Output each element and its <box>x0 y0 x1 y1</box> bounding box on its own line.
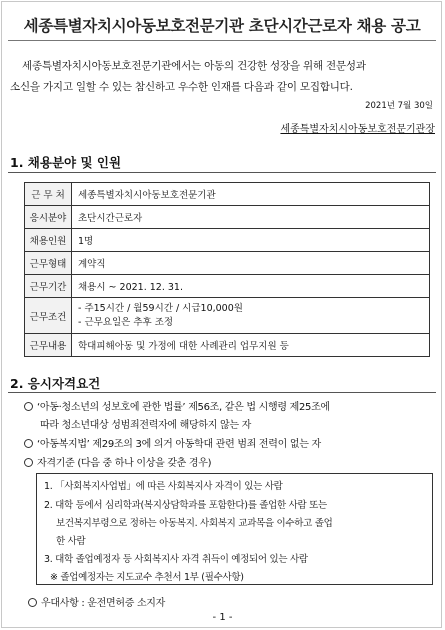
qualification-item-2: ‘아동복지법’ 제29조의 3에 의거 아동학대 관련 범죄 전력이 없는 자 <box>24 435 321 450</box>
table-row <box>25 252 430 275</box>
organization-signature: 세종특별자치시아동보호전문기관장 <box>280 124 435 135</box>
criteria-2-line-2: 보건복지부령으로 정하는 아동복지. 사회복지 교과목을 이수하고 졸업 <box>56 518 333 529</box>
circle-bullet-icon <box>24 402 33 411</box>
criteria-2-line-1: 2. 대학 등에서 심리학과(복지상담학과를 포함한다)를 졸업한 사람 또는 <box>44 500 327 511</box>
row-label: 근무형태 <box>25 252 72 275</box>
announcement-date: 2021년 7월 30일 <box>365 101 433 111</box>
qualification-item-3: 자격기준 (다음 중 하나 이상을 갖춘 경우) <box>24 454 211 469</box>
qualification-item-1: ‘아동·청소년의 성보호에 관한 법률’ 제56조, 같은 법 시행령 제25조에 <box>24 398 330 413</box>
row-label: 근무내용 <box>25 334 72 357</box>
row-label: 응시분야 <box>25 206 72 229</box>
table-row <box>25 298 430 334</box>
table-row <box>25 275 430 298</box>
table-row <box>25 206 430 229</box>
work-condition-line-1: - 주15시간 / 월59시간 / 시급10,000원 <box>78 302 243 314</box>
row-value: 초단시간근로자 <box>72 206 430 229</box>
intro-line-2: 소신을 가지고 일할 수 있는 참신하고 우수한 인재를 다음과 같이 모집합니다. <box>10 81 353 93</box>
section-2-divider <box>8 392 436 393</box>
criteria-1: 1. 「사회복지사업법」에 따른 사회복지사 자격이 있는 사람 <box>44 481 283 492</box>
page-number: - 1 - <box>212 612 233 623</box>
table-row <box>25 334 430 357</box>
row-value: 채용시 ~ 2021. 12. 31. <box>72 275 430 298</box>
work-condition-line-2: - 근무요일은 추후 조정 <box>78 316 174 328</box>
criteria-3: 3. 대학 졸업예정자 등 사회복지사 자격 취득이 예정되어 있는 사람 <box>44 554 308 565</box>
section-1-title: 1. 채용분야 및 인원 <box>10 155 122 170</box>
circle-bullet-icon <box>28 598 37 607</box>
criteria-2-line-3: 한 사람 <box>56 536 86 547</box>
document-title: 세종특별자치시아동보호전문기관 초단시간근로자 채용 공고 <box>23 17 421 35</box>
row-value: 1명 <box>72 229 430 252</box>
row-label: 근 무 처 <box>25 183 72 206</box>
criteria-note: ※ 졸업예정자는 지도교수 추천서 1부 (필수사항) <box>50 572 244 583</box>
table-row <box>25 229 430 252</box>
circle-bullet-icon <box>24 458 33 467</box>
row-label: 채용인원 <box>25 229 72 252</box>
qualification-item-1-continued: 따라 청소년대상 성범죄전력자에 해당하지 않는 자 <box>40 420 251 431</box>
circle-bullet-icon <box>24 439 33 448</box>
row-label: 근무기간 <box>25 275 72 298</box>
title-divider <box>8 40 436 41</box>
row-value: 학대피해아동 및 가정에 대한 사례관리 업무지원 등 <box>72 334 430 357</box>
preference-item: 우대사항 : 운전면허증 소지자 <box>28 594 165 609</box>
recruitment-table <box>24 182 430 357</box>
section-1-divider <box>8 172 436 173</box>
intro-line-1: 세종특별자치시아동보호전문기관에서는 아동의 건강한 성장을 위해 전문성과 <box>22 60 366 72</box>
section-2-title: 2. 응시자격요건 <box>10 376 101 391</box>
table-row <box>25 183 430 206</box>
row-value: 세종특별자치시아동보호전문기관 <box>72 183 430 206</box>
row-value <box>72 298 430 334</box>
row-value: 계약직 <box>72 252 430 275</box>
row-label: 근무조건 <box>25 298 72 334</box>
